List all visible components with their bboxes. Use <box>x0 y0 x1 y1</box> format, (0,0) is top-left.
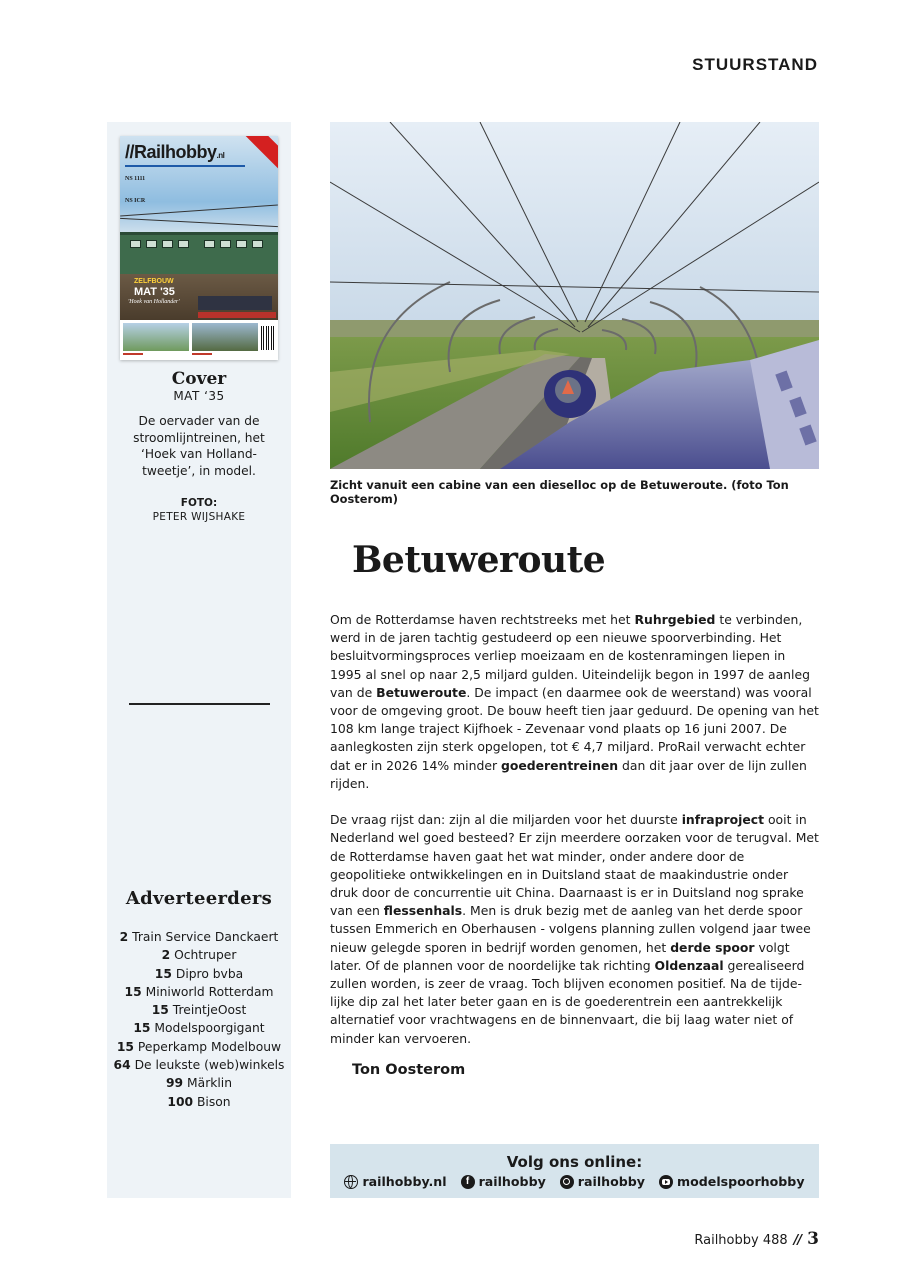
youtube-icon <box>659 1175 673 1189</box>
advertiser-item: 15 Modelspoorgigant <box>133 1021 265 1036</box>
facebook-icon: f <box>461 1175 475 1189</box>
website-link[interactable]: railhobby.nl <box>344 1174 446 1189</box>
advertiser-item: 15 Dipro bvba <box>154 966 244 981</box>
follow-title: Volg ons online: <box>506 1153 643 1171</box>
cover-description: De oervader van de stroomlijntreinen, het ‘Hoek van Holland-tweetje’, in model. <box>133 414 265 478</box>
photo-caption: Zicht vanuit een cabine van een dieselloc op de Betuweroute. (foto Ton Oosterom) <box>330 478 789 506</box>
advertiser-item: 15 TreintjeOost <box>151 1003 247 1018</box>
barcode <box>261 326 274 350</box>
globe-icon <box>344 1175 358 1189</box>
advertiser-item: 100 Bison <box>167 1094 231 1109</box>
youtube-link[interactable]: modelspoorhobby <box>659 1174 805 1189</box>
section-label: STUURSTAND <box>692 55 818 74</box>
footer-separator: // <box>793 1233 802 1248</box>
cover-logo: //Railhobby.nl <box>125 142 225 162</box>
instagram-link[interactable]: railhobby <box>560 1174 645 1189</box>
magazine-issue: Railhobby 488 <box>694 1233 788 1248</box>
advertiser-item: 64 De leukste (web)winkels <box>113 1058 285 1073</box>
advertiser-item: 99 Märklin <box>166 1076 232 1091</box>
advertisers-title: Adverteerders <box>125 888 273 909</box>
author: Ton Oosterom <box>352 1062 466 1078</box>
cover-title: Cover <box>171 369 227 389</box>
advertiser-item: 15 Peperkamp Modelbouw <box>116 1039 282 1054</box>
photo-credit: PETER WIJSHAKE <box>152 511 246 523</box>
page-number: 3 <box>807 1229 819 1249</box>
advertiser-item: 15 Miniworld Rotterdam <box>124 984 274 999</box>
facebook-link[interactable]: f railhobby <box>461 1174 546 1189</box>
hero-photo <box>330 122 819 469</box>
cover-tag: NS ICR <box>125 198 146 204</box>
paragraph: Om de Rotterdamse haven rechtstreeks met het Ruhrgebied te verbinden, werd in de jaren tachtig gestudeerd op een nieuwe spoorverbinding. Het besluitvormingsproces verliep moeizaam en de kostenramingen liepen in 1995 al snel op naar 2,5 miljard gulden. Uiteindelijk begon in 1997 de aanleg van de Betuweroute. De impact (en daarmee ook de weerstand) was vooral voor de omgeving groot. De bouw heeft tien jaar geduurd. De opening van het 108 km lange traject Kijfhoek - Zevenaar vond plaats op 16 juni 2007. De aanlegkosten zijn sterk opgelopen, tot € 4,7 miljard. ProRail verwacht echter dat er in 2026 14% minder goederentreinen dan dit jaar over de lijn zullen rijden. <box>330 612 819 791</box>
photo-label: FOTO: <box>180 497 218 509</box>
article-title: Betuweroute <box>352 539 606 581</box>
advertiser-item: 2 Ochtruper <box>161 948 237 963</box>
cover-thumbnail[interactable]: //Railhobby.nl NS 1111 NS ICR ZELFBOUW MAT '35 'Hoek van Hollander' <box>120 136 278 360</box>
page-footer <box>694 1229 819 1249</box>
paragraph: De vraag rijst dan: zijn al die miljarden voor het duurste infraproject ooit in Nederland wel goed besteed? Er zijn meerdere oorzaken voor de terugval. Met de Rotterdamse haven gaat het wat minder, onder andere door de geopolitieke ontwikkelingen en in Duitsland staat de maakindustrie onder druk door de concurrentie uit China. Daarnaast is er in Duitsland nog sprake van een flessenhals. Men is druk bezig met de aanleg van het derde spoor tussen Emmerich en Oberhausen - volgens planning zullen volgend jaar twee nieuw gelegde sporen in bedrijf worden genomen, het derde spoor volgt later. Of de plannen voor de noordelijke tak richting Oldenzaal gerealiseerd zullen worden, is zeer de vraag. Toch blijven economen positief. Na de tijde-lijke dip zal het later beter gaan en is de goederentrein een aantrekkelijk alternatief voor vrachtwagens en de binnenvaart, die bij laag water niet of minder kan vervoeren. <box>330 812 819 1046</box>
cover-train <box>120 232 278 274</box>
follow-box <box>330 1144 819 1198</box>
cover-tag: NS 1111 <box>125 176 146 182</box>
divider <box>129 703 270 705</box>
social-links <box>330 1174 819 1189</box>
cover-subtitle: MAT ‘35 <box>173 389 225 403</box>
railway-photo <box>330 122 819 469</box>
article-body <box>330 611 820 1066</box>
advertiser-item: 2 Train Service Danckaert <box>119 930 279 944</box>
sidebar <box>107 122 291 1198</box>
instagram-icon <box>560 1175 574 1189</box>
advertisers-list <box>111 928 287 1111</box>
